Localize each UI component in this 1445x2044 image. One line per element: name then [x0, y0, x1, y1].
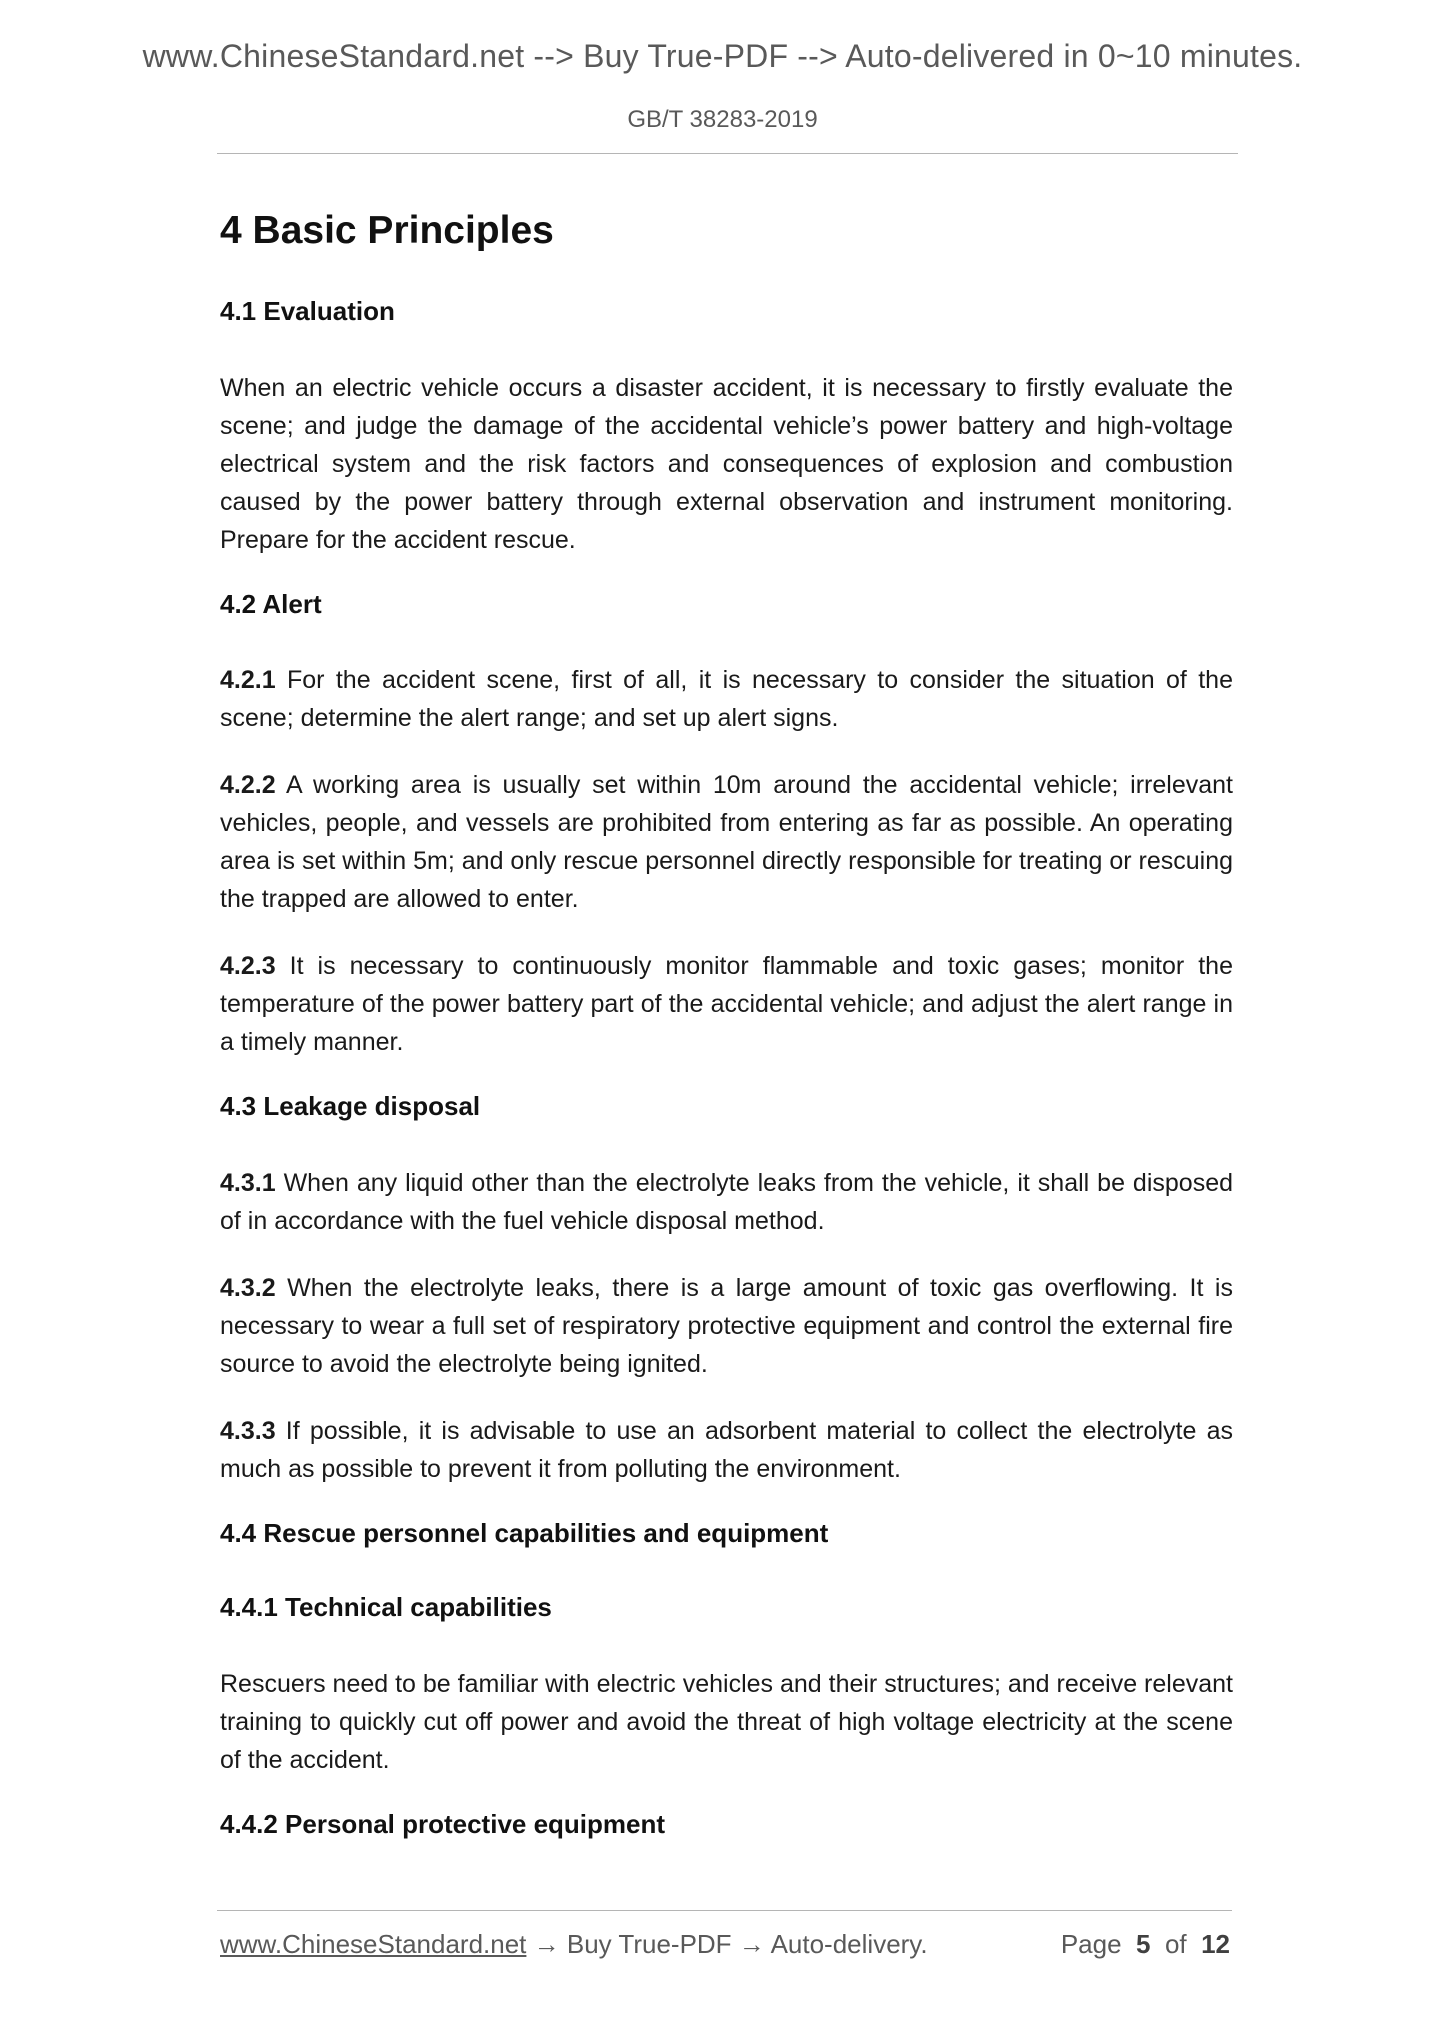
- clause-text: It is necessary to continuously monitor flammable and toxic gases; monitor the temperature of the power battery part of the accidental vehicle; and adjust the alert range in a timely manner.: [220, 952, 1233, 1057]
- clause-number: 4.2.2: [220, 771, 276, 800]
- document-body: [220, 208, 1233, 1882]
- clause-number: 4.2.3: [220, 952, 276, 981]
- standard-code: GB/T 38283-2019: [627, 106, 818, 133]
- clause-number: 4.3.2: [220, 1274, 276, 1303]
- clause-text: When any liquid other than the electrolyte leaks from the vehicle, it shall be disposed of in accordance with the fuel vehicle disposal method.: [220, 1169, 1233, 1236]
- clause-4-3-1: [220, 1164, 1233, 1240]
- clause-text: If possible, it is advisable to use an adsorbent material to collect the electrolyte as much as possible to prevent it from polluting the environment.: [220, 1417, 1233, 1484]
- footer-divider: [217, 1910, 1232, 1911]
- paragraph-4-1: When an electric vehicle occurs a disaster accident, it is necessary to firstly evaluate the scene; and judge the damage of the accidental vehicle’s power battery and high-voltage electrical system and the risk factors and consequences of explosion and combustion caused by the power battery through external observation and instrument monitoring. Prepare for the accident rescue.: [220, 373, 1233, 554]
- clause-text: For the accident scene, first of all, it is necessary to consider the situation of the scene; determine the alert range; and set up alert signs.: [220, 666, 1233, 733]
- section-title: 4 Basic Principles: [220, 209, 554, 252]
- clause-4-2-3: [220, 947, 1233, 1061]
- footer-tagline: → Buy True-PDF → Auto-delivery.: [526, 1929, 928, 1959]
- header-divider: [217, 153, 1238, 154]
- clause-number: 4.3.3: [220, 1417, 276, 1446]
- footer-site-link[interactable]: www.ChineseStandard.net: [220, 1929, 527, 1959]
- heading-4-4-2: 4.4.2 Personal protective equipment: [220, 1808, 666, 1839]
- clause-4-3-2: [220, 1269, 1233, 1383]
- page-current: 5: [1136, 1929, 1151, 1959]
- clause-number: 4.2.1: [220, 666, 276, 695]
- page-of-word: of: [1164, 1929, 1187, 1959]
- heading-4-4: 4.4 Rescue personnel capabilities and equipment: [220, 1518, 829, 1549]
- clause-4-3-3: [220, 1412, 1233, 1488]
- page-total: 12: [1201, 1929, 1230, 1959]
- heading-4-1: 4.1 Evaluation: [220, 295, 395, 326]
- paragraph-4-4-1: Rescuers need to be familiar with electric vehicles and their structures; and receive relevant training to quickly cut off power and avoid the threat of high voltage electricity at the scene of the accident.: [220, 1669, 1233, 1774]
- heading-4-3: 4.3 Leakage disposal: [220, 1091, 481, 1122]
- clause-number: 4.3.1: [220, 1169, 276, 1198]
- heading-4-2: 4.2 Alert: [220, 588, 322, 619]
- page-footer: [220, 1929, 1230, 1965]
- clause-text: A working area is usually set within 10m around the accidental vehicle; irrelevant vehicles, people, and vessels are prohibited from entering as far as possible. An operating area is set within 5m; and only rescue personnel directly responsible for treating or rescuing the trapped are allowed to enter.: [220, 771, 1234, 914]
- clause-4-2-1: [220, 661, 1233, 737]
- heading-4-4-1: 4.4.1 Technical capabilities: [220, 1591, 552, 1622]
- page-indicator: [1061, 1929, 1230, 1960]
- site-banner: www.ChineseStandard.net --> Buy True-PDF --> Auto-delivered in 0~10 minutes.: [142, 38, 1303, 74]
- clause-text: When the electrolyte leaks, there is a large amount of toxic gas overflowing. It is necessary to wear a full set of respiratory protective equipment and control the external fire source to avoid the electrolyte being ignited.: [220, 1274, 1233, 1379]
- page-word: Page: [1060, 1929, 1122, 1959]
- footer-promo: [220, 1929, 928, 1960]
- clause-4-2-2: [220, 766, 1233, 918]
